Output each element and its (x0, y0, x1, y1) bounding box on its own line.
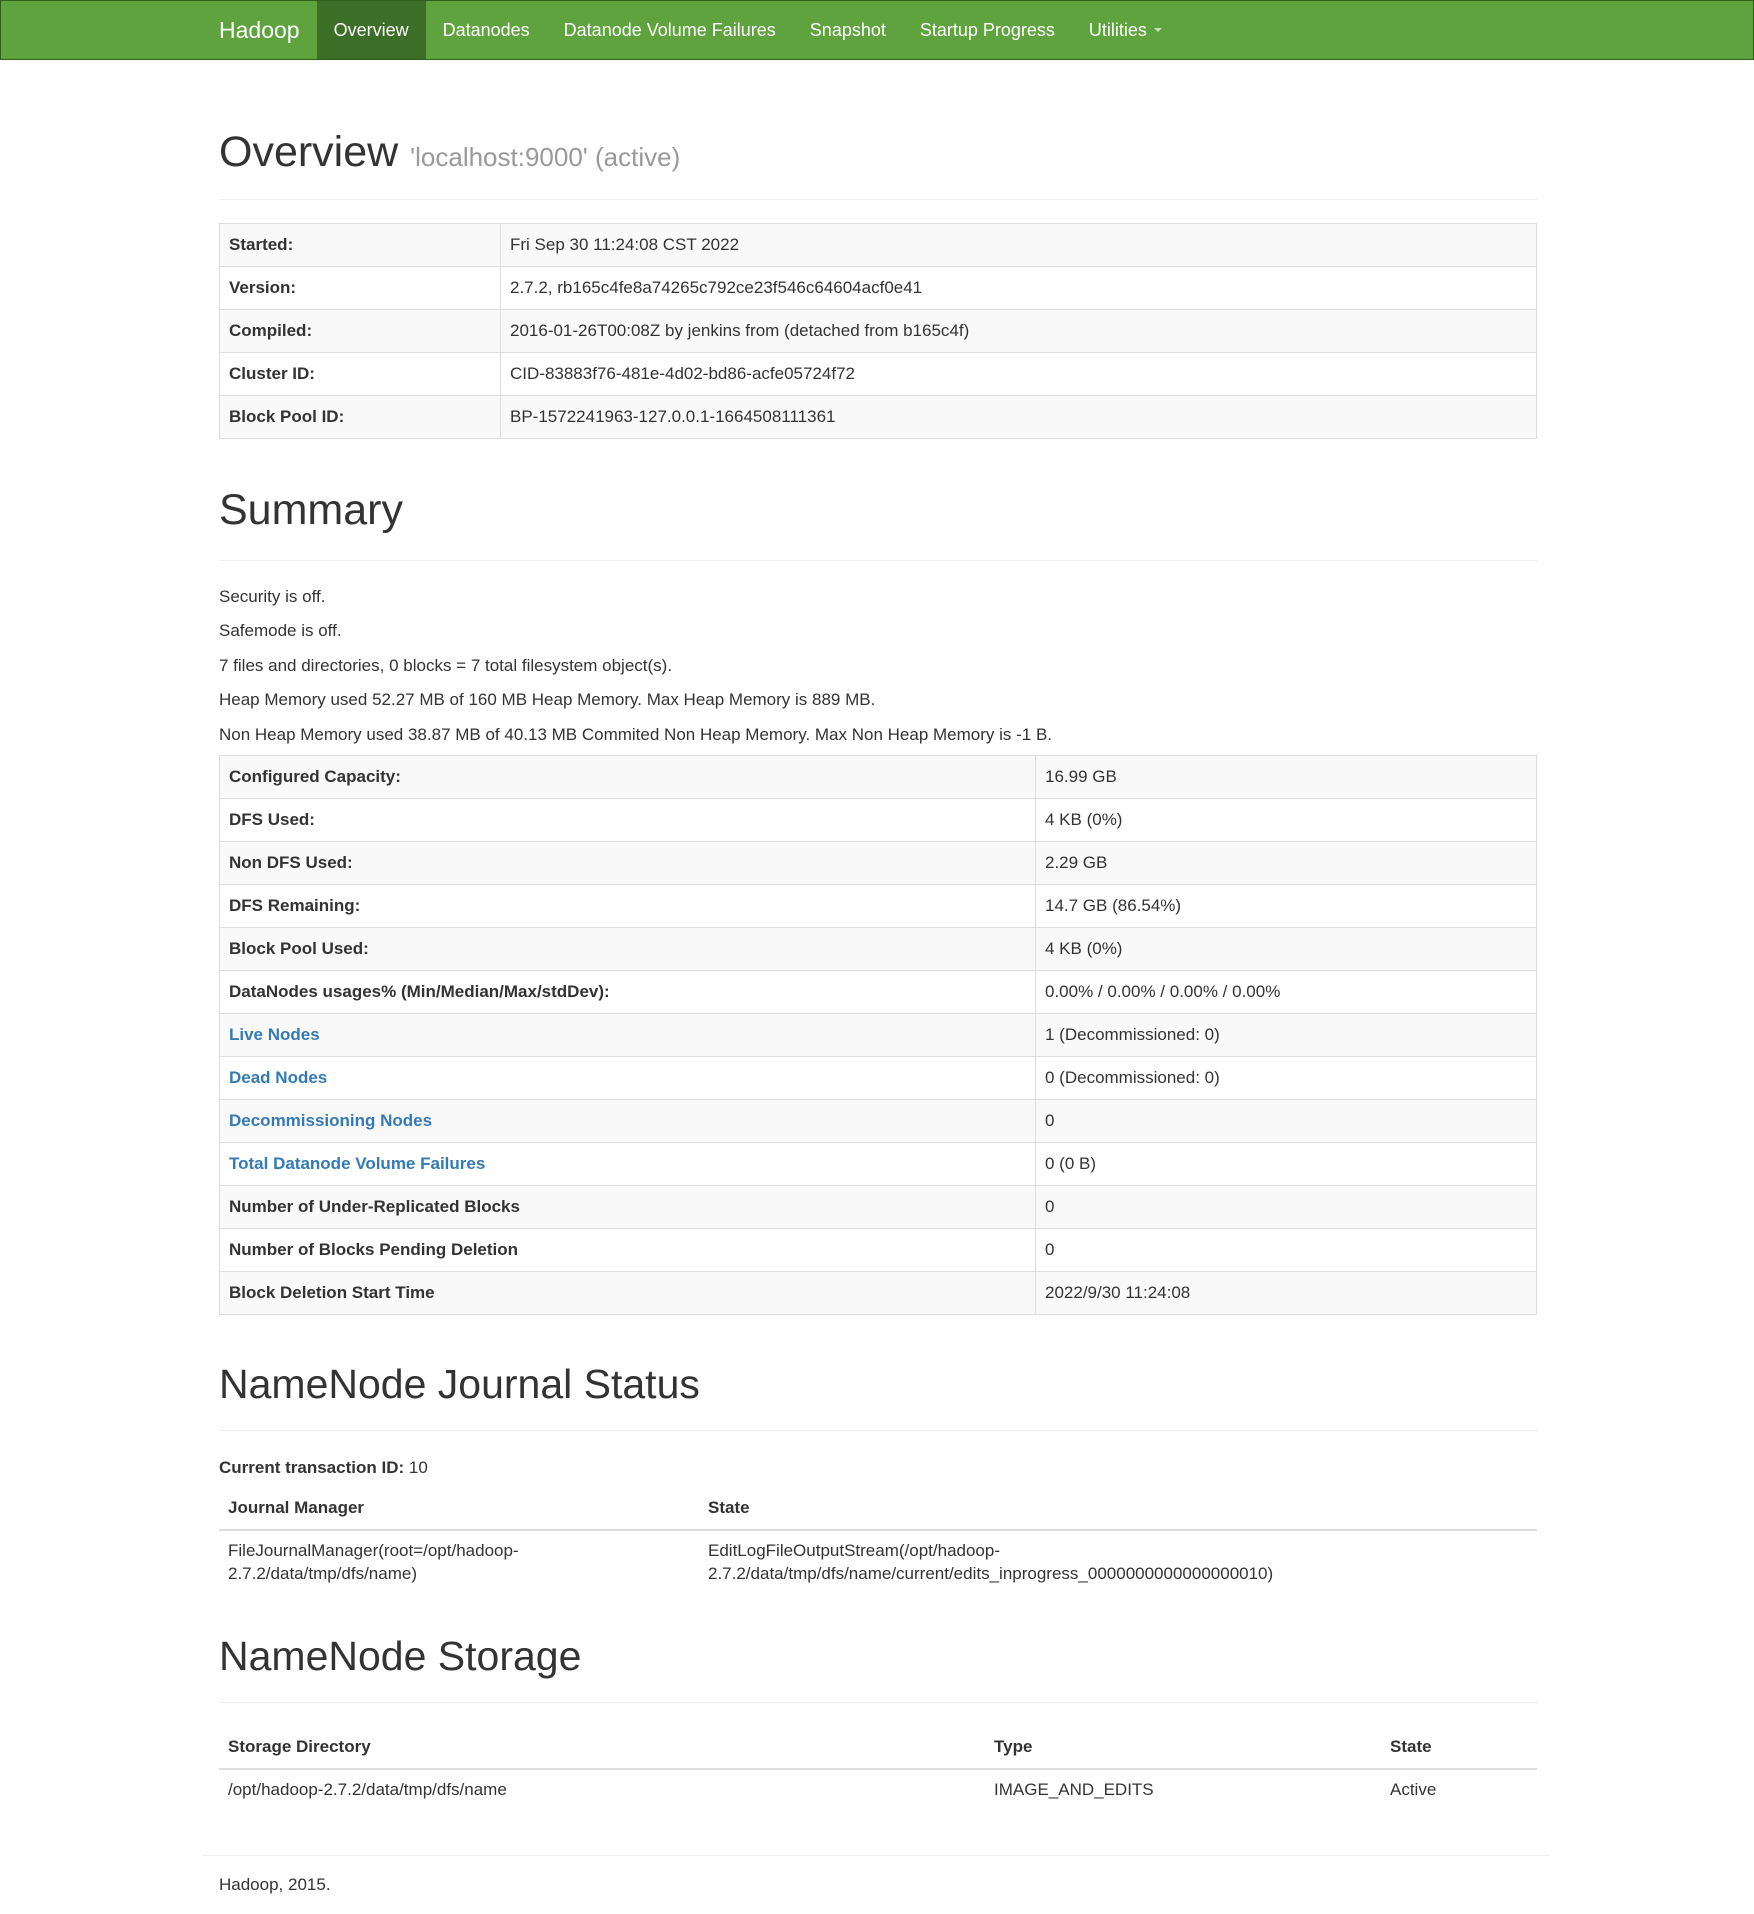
overview-heading (219, 129, 1537, 176)
row-key: Configured Capacity: (220, 756, 1036, 799)
row-key-cell (220, 1143, 1036, 1186)
table-row (220, 1186, 1537, 1229)
summary-table (219, 755, 1537, 1315)
row-key: Number of Blocks Pending Deletion (220, 1229, 1036, 1272)
row-key-cell (220, 1057, 1036, 1100)
caret-down-icon (1154, 28, 1162, 32)
journal-manager-line: FileJournalManager(root=/opt/hadoop- (228, 1541, 519, 1561)
transaction-id (219, 1454, 1537, 1481)
storage-type-cell: IMAGE_AND_EDITS (994, 1780, 1154, 1800)
journal-manager-header: Journal Manager (219, 1487, 699, 1530)
row-key: Version: (220, 267, 501, 310)
row-value: 0 (1036, 1100, 1537, 1143)
volume-failures-link[interactable]: Total Datanode Volume Failures (229, 1154, 486, 1174)
table-row (220, 799, 1537, 842)
nav-utilities-label: Utilities (1088, 19, 1147, 40)
row-value: 2016-01-26T00:08Z by jenkins from (detached from b165c4f) (501, 310, 1537, 353)
storage-header (219, 1634, 1537, 1703)
transaction-id-value: 10 (408, 1458, 428, 1478)
table-row (220, 928, 1537, 971)
table-row (220, 353, 1537, 396)
row-value: 0 (0 B) (1036, 1143, 1537, 1186)
storage-state-header: State (1381, 1726, 1537, 1769)
row-key: Number of Under-Replicated Blocks (220, 1186, 1036, 1229)
heap-memory: Heap Memory used 52.27 MB of 160 MB Heap Memory. Max Heap Memory is 889 MB. (219, 690, 876, 710)
row-value: 0 (Decommissioned: 0) (1036, 1057, 1537, 1100)
nav-datanode-volume-failures[interactable]: Datanode Volume Failures (563, 19, 776, 40)
row-value: CID-83883f76-481e-4d02-bd86-acfe05724f72 (501, 353, 1537, 396)
row-key: Non DFS Used: (220, 842, 1036, 885)
table-row (219, 1530, 1537, 1593)
storage-table (219, 1726, 1537, 1809)
row-key: Compiled: (220, 310, 501, 353)
nav-inner (204, 1, 1179, 59)
table-row (220, 1057, 1537, 1100)
storage-type-header: Type (985, 1726, 1381, 1769)
decommissioning-nodes-link[interactable]: Decommissioning Nodes (229, 1111, 433, 1131)
non-heap-memory: Non Heap Memory used 38.87 MB of 40.13 MB Commited Non Heap Memory. Max Non Heap Memory is -1 B. (219, 724, 1053, 744)
journal-manager-line: 2.7.2/data/tmp/dfs/name) (228, 1564, 417, 1584)
row-key-cell (220, 1014, 1036, 1057)
row-key: Block Pool ID: (220, 396, 501, 439)
nav-snapshot[interactable]: Snapshot (809, 19, 886, 40)
live-nodes-link[interactable]: Live Nodes (229, 1025, 320, 1045)
security-status: Security is off. (219, 586, 326, 606)
safemode-status: Safemode is off. (219, 621, 342, 641)
journal-table (219, 1487, 1537, 1593)
journal-title: NameNode Journal Status (219, 1361, 700, 1408)
storage-directory-cell: /opt/hadoop-2.7.2/data/tmp/dfs/name (228, 1780, 507, 1800)
table-row (220, 310, 1537, 353)
nav-utilities-dropdown[interactable] (1072, 1, 1179, 59)
overview-subtitle: 'localhost:9000' (active) (410, 142, 681, 172)
main-container (219, 58, 1537, 1809)
row-key: Block Deletion Start Time (220, 1272, 1036, 1315)
row-value: 4 KB (0%) (1036, 928, 1537, 971)
table-header-row (219, 1726, 1537, 1769)
storage-state-cell: Active (1390, 1780, 1437, 1800)
nav-overview[interactable]: Overview (317, 1, 426, 59)
table-row (219, 1769, 1537, 1809)
row-key: DFS Remaining: (220, 885, 1036, 928)
summary-title: Summary (219, 486, 403, 535)
journal-manager-cell (219, 1530, 699, 1593)
navbar (0, 0, 1754, 60)
storage-title: NameNode Storage (219, 1633, 582, 1680)
row-value: BP-1572241963-127.0.0.1-1664508111361 (501, 396, 1537, 439)
row-key: DFS Used: (220, 799, 1036, 842)
table-row (220, 885, 1537, 928)
row-value: 0 (1036, 1229, 1537, 1272)
table-row (220, 971, 1537, 1014)
brand-link[interactable]: Hadoop (219, 16, 300, 43)
journal-state-line: 2.7.2/data/tmp/dfs/name/current/edits_inprogress_0000000000000000010) (708, 1564, 1274, 1584)
row-value: Fri Sep 30 11:24:08 CST 2022 (501, 224, 1537, 267)
journal-state-cell (699, 1530, 1537, 1593)
overview-table (219, 223, 1537, 439)
row-value: 0 (1036, 1186, 1537, 1229)
row-value: 2.7.2, rb165c4fe8a74265c792ce23f546c64604acf0e41 (501, 267, 1537, 310)
table-row (220, 1272, 1537, 1315)
storage-directory-header: Storage Directory (219, 1726, 985, 1769)
row-value: 4 KB (0%) (1036, 799, 1537, 842)
journal-state-header: State (699, 1487, 1537, 1530)
footer-text: Hadoop, 2015. (219, 1875, 331, 1894)
row-value: 14.7 GB (86.54%) (1036, 885, 1537, 928)
journal-state-line: EditLogFileOutputStream(/opt/hadoop- (708, 1541, 1001, 1561)
row-key: Block Pool Used: (220, 928, 1036, 971)
table-row (220, 1014, 1537, 1057)
table-header-row (219, 1487, 1537, 1530)
table-row (220, 842, 1537, 885)
row-key-cell (220, 1100, 1036, 1143)
table-row (220, 267, 1537, 310)
summary-header (219, 487, 1537, 560)
nav-datanodes[interactable]: Datanodes (442, 19, 530, 40)
table-row (220, 1143, 1537, 1186)
row-key: DataNodes usages% (Min/Median/Max/stdDev): (220, 971, 1036, 1014)
overview-header (219, 129, 1537, 200)
summary-lines (219, 580, 1537, 753)
table-row (220, 1229, 1537, 1272)
nav-startup-progress[interactable]: Startup Progress (919, 19, 1055, 40)
table-row (220, 1100, 1537, 1143)
row-value: 2022/9/30 11:24:08 (1036, 1272, 1537, 1315)
table-row (220, 756, 1537, 799)
overview-title: Overview (219, 128, 399, 176)
dead-nodes-link[interactable]: Dead Nodes (229, 1068, 328, 1088)
row-value: 0.00% / 0.00% / 0.00% / 0.00% (1036, 971, 1537, 1014)
row-value: 2.29 GB (1036, 842, 1537, 885)
row-value: 1 (Decommissioned: 0) (1036, 1014, 1537, 1057)
journal-header (219, 1362, 1537, 1431)
filesystem-objects: 7 files and directories, 0 blocks = 7 total filesystem object(s). (219, 655, 673, 675)
transaction-id-label: Current transaction ID: (219, 1458, 405, 1478)
footer (202, 1855, 1550, 1914)
row-value: 16.99 GB (1036, 756, 1537, 799)
table-row (220, 224, 1537, 267)
row-key: Cluster ID: (220, 353, 501, 396)
table-row (220, 396, 1537, 439)
row-key: Started: (220, 224, 501, 267)
